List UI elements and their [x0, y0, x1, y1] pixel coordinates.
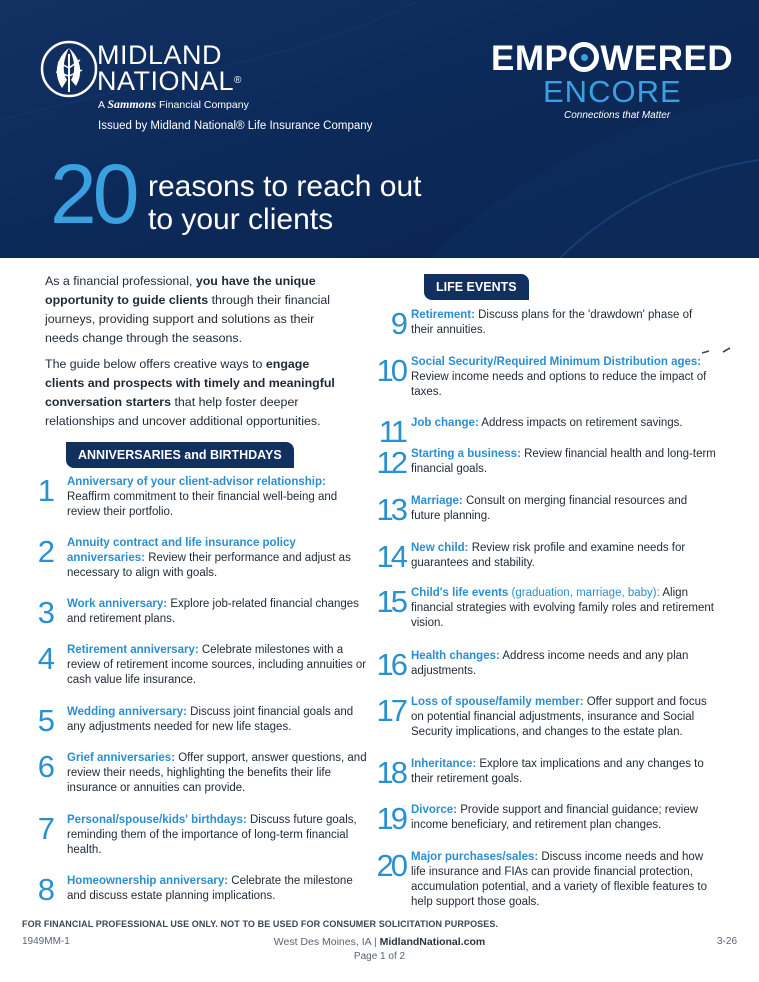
- item-description: Address income needs and any plan adjustments.: [411, 650, 689, 677]
- item-description: Discuss income needs and how life insurance and FIAs can provide financial protection, accumulation potential, and a variety of flexible features to help support those goals.: [411, 851, 707, 908]
- item-description: Offer support, answer questions, and review their needs, highlighting the benefits their life insurance or annuities can provide.: [67, 752, 367, 794]
- item-text: [67, 597, 367, 627]
- item-label: Major purchases/sales:: [411, 851, 539, 863]
- item-number: 8: [37, 872, 52, 907]
- section-heading-anniversaries: ANNIVERSARIES and BIRTHDAYS: [66, 442, 294, 468]
- item-text: [411, 494, 717, 524]
- item-text: [411, 695, 717, 740]
- item-description: Discuss future goals, reminding them of the importance of long-term financial health.: [67, 814, 357, 856]
- item-description: Review income needs and options to reduce the impact of taxes.: [411, 371, 707, 398]
- intro-p1-b: you have the unique opportunity to guide clients: [45, 274, 316, 307]
- program-o-icon: [569, 42, 599, 72]
- company-tagline: [98, 97, 249, 112]
- item-text: [411, 649, 717, 679]
- item-label: Social Security/Required Minimum Distribution ages:: [411, 356, 702, 368]
- headline-line2: to your clients: [148, 203, 334, 236]
- item-number: 20: [376, 848, 405, 883]
- item-text: [411, 447, 717, 477]
- item-text: [411, 586, 717, 631]
- item-number: 10: [376, 353, 405, 388]
- item-text: [67, 475, 367, 520]
- company-name: [97, 42, 242, 94]
- item-number: 11: [378, 414, 405, 449]
- intro-paragraph-1: [45, 272, 345, 348]
- item-label: Health changes:: [411, 650, 500, 662]
- intro-p1-c: through their financial journeys, providing support and solutions as their needs change through the seasons.: [45, 293, 331, 345]
- item-label: Inheritance:: [411, 758, 477, 770]
- footer-website-link[interactable]: MidlandNational.com: [379, 936, 486, 948]
- item-description: Celebrate milestones with a review of retirement income sources, including annuities or cash value life insurance.: [67, 644, 367, 686]
- item-label: New child:: [411, 542, 469, 554]
- tagline-suffix: Financial Company: [156, 99, 249, 111]
- item-text: [411, 541, 717, 571]
- item-number: 7: [37, 811, 52, 846]
- section-heading-life-events: LIFE EVENTS: [424, 274, 529, 300]
- item-description: Celebrate the milestone and discuss estate planning implications.: [67, 875, 353, 902]
- page-number: Page 1 of 2: [353, 951, 406, 962]
- item-text: [411, 850, 717, 910]
- item-label: Child's life events: [411, 587, 509, 599]
- item-number: 3: [37, 595, 52, 630]
- item-description: Reaffirm commitment to their financial well-being and review their portfolio.: [67, 491, 338, 518]
- program-logo-word: [491, 40, 733, 78]
- item-label: Personal/spouse/kids' birthdays:: [67, 814, 247, 826]
- item-text: [67, 643, 367, 688]
- item-text: [67, 536, 367, 581]
- issued-by: Issued by Midland National® Life Insurance Company: [98, 120, 373, 132]
- item-text: [411, 416, 717, 431]
- company-name-line2: NATIONAL: [97, 66, 235, 96]
- item-description: Align financial strategies with evolving family roles and retirement vision.: [411, 587, 714, 629]
- date-code: 3-26: [716, 936, 737, 947]
- item-label: Homeownership anniversary:: [67, 875, 229, 887]
- item-label: Divorce:: [411, 804, 458, 816]
- item-label: Job change:: [411, 417, 479, 429]
- item-number: 9: [390, 306, 405, 341]
- intro-paragraph-2: [45, 355, 345, 431]
- headline-line1: reasons to reach out: [148, 170, 422, 203]
- item-description: Review their performance and adjust as necessary to align with goals.: [67, 552, 351, 579]
- item-description: Offer support and focus on potential financial adjustments, insurance and Social Security implications, and changes to the estate plan.: [411, 696, 707, 738]
- item-text: [411, 308, 717, 338]
- registered-mark: ®: [234, 75, 242, 86]
- item-number: 1: [37, 473, 52, 508]
- footer-separator: |: [371, 936, 380, 948]
- footer-disclaimer: FOR FINANCIAL PROFESSIONAL USE ONLY. NOT TO BE USED FOR CONSUMER SOLICITATION PURPOSES.: [22, 919, 499, 929]
- tagline-prefix: A: [98, 99, 108, 111]
- company-name-line1: MIDLAND: [97, 40, 223, 70]
- item-description: Discuss plans for the 'drawdown' phase of their annuities.: [411, 309, 693, 336]
- item-number: 6: [37, 749, 52, 784]
- footer-city: West Des Moines, IA: [273, 936, 372, 948]
- program-word-b: WERED: [600, 39, 734, 78]
- item-description: Consult on merging financial resources and future planning.: [411, 495, 688, 522]
- intro-p1-a: As a financial professional,: [45, 274, 196, 288]
- item-label: Retirement:: [411, 309, 475, 321]
- intro-p2-c: that help foster deeper relationships and uncover additional opportunities.: [45, 395, 321, 428]
- item-number: 4: [37, 641, 52, 676]
- program-word-a: EMP: [491, 39, 569, 78]
- intro-text: [45, 272, 345, 438]
- leaf-logo-icon: [40, 40, 98, 98]
- item-number: 16: [376, 647, 405, 682]
- item-label: Starting a business:: [411, 448, 521, 460]
- item-description: Address impacts on retirement savings.: [478, 417, 683, 429]
- item-number: 5: [37, 703, 52, 738]
- program-tagline: Connections that Matter: [564, 110, 671, 121]
- item-label: Anniversary of your client-advisor relationship:: [67, 476, 326, 488]
- item-label: Grief anniversaries:: [67, 752, 176, 764]
- item-description: Review risk profile and examine needs for guarantees and stability.: [411, 542, 686, 569]
- item-label: Wedding anniversary:: [67, 706, 187, 718]
- item-number: 12: [376, 445, 405, 480]
- tagline-brand: Sammons: [107, 97, 157, 111]
- item-description: Provide support and financial guidance; review income beneficiary, and retirement plan changes.: [411, 804, 699, 831]
- item-label: Loss of spouse/family member:: [411, 696, 584, 708]
- item-number: 15: [376, 584, 405, 619]
- footer-location: [0, 936, 759, 948]
- form-code: 1949MM-1: [22, 936, 70, 947]
- item-number: 13: [376, 492, 405, 527]
- item-description: Review financial health and long-term financial goals.: [411, 448, 716, 475]
- page-title: [148, 170, 422, 236]
- item-label: Work anniversary:: [67, 598, 168, 610]
- item-label: Marriage:: [411, 495, 463, 507]
- item-number: 18: [376, 755, 405, 790]
- item-description: Explore tax implications and any changes to their retirement goals.: [411, 758, 704, 785]
- item-number: 2: [37, 534, 52, 569]
- item-label: Retirement anniversary:: [67, 644, 199, 656]
- item-number: 17: [376, 693, 405, 728]
- header-banner: [0, 0, 759, 258]
- item-text: [411, 757, 717, 787]
- intro-p2-a: The guide below offers creative ways to: [45, 357, 266, 371]
- item-text: [411, 803, 717, 833]
- item-text: [411, 355, 717, 400]
- item-label-extra: (graduation, marriage, baby):: [508, 587, 660, 599]
- item-description: Explore job-related financial changes and retirement plans.: [67, 598, 359, 625]
- intro-p2-b: engage clients and prospects with timely and meaningful conversation starters: [45, 357, 335, 409]
- item-text: [67, 874, 367, 904]
- item-label: Annuity contract and life insurance policy anniversaries:: [67, 537, 296, 564]
- program-subtitle: ENCORE: [543, 74, 682, 109]
- item-number: 14: [376, 539, 405, 574]
- item-text: [67, 705, 367, 735]
- item-number: 19: [376, 801, 405, 836]
- item-description: Discuss joint financial goals and any adjustments needed for new life stages.: [67, 706, 354, 733]
- item-text: [67, 751, 367, 796]
- headline-number: 20: [50, 147, 136, 241]
- item-text: [67, 813, 367, 858]
